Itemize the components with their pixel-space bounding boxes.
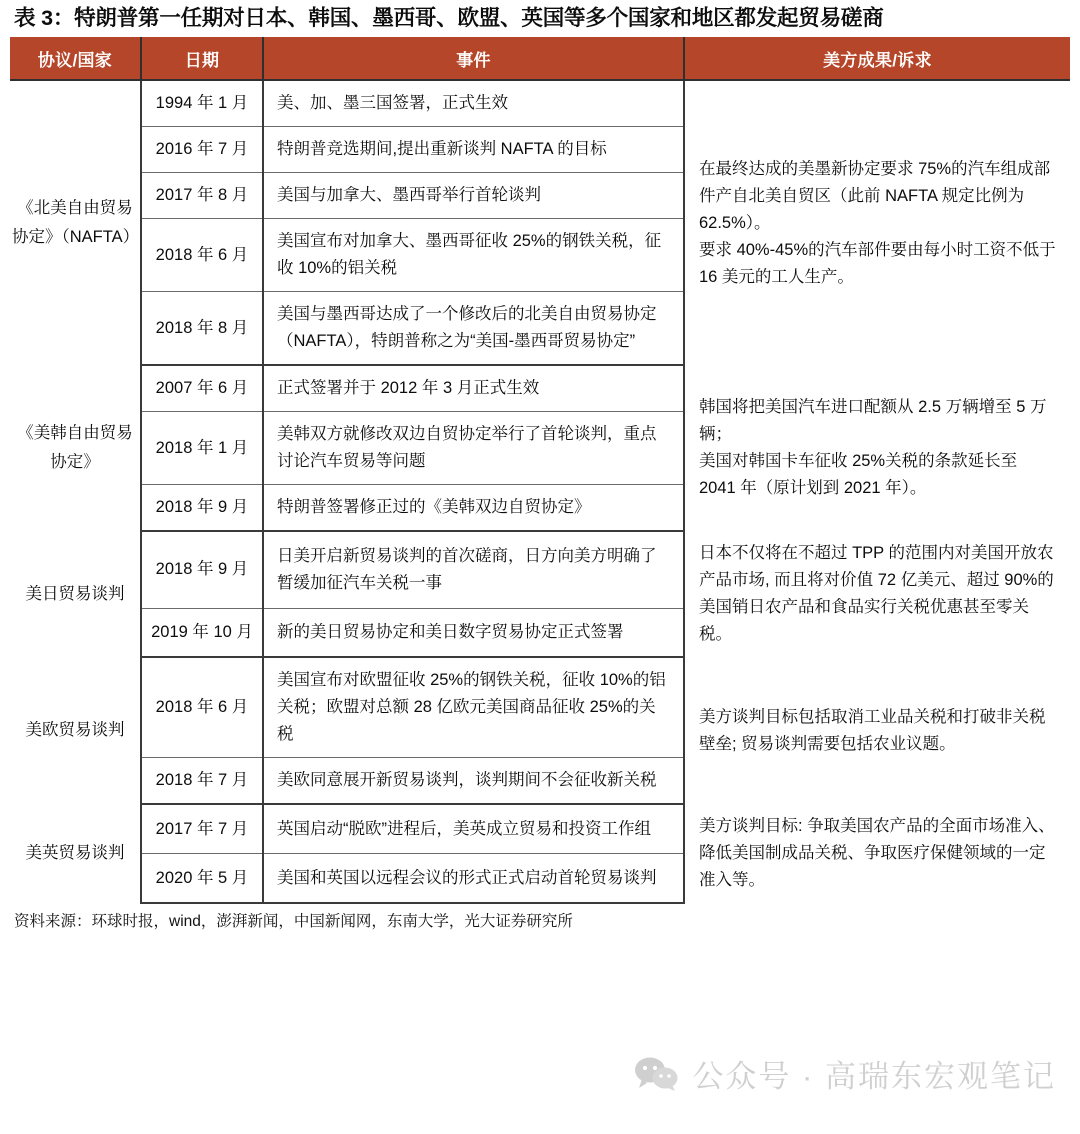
column-header-agreement: 协议/国家 xyxy=(10,37,141,80)
cell-agreement: 美日贸易谈判 xyxy=(10,531,141,657)
cell-date: 1994 年 1 月 xyxy=(141,80,263,127)
cell-agreement: 美英贸易谈判 xyxy=(10,804,141,903)
cell-agreement: 《北美自由贸易协定》（NAFTA） xyxy=(10,80,141,365)
watermark-text: 公众号 · 高瑞东宏观笔记 xyxy=(692,1059,1056,1094)
cell-agreement: 《美韩自由贸易协定》 xyxy=(10,365,141,531)
cell-date: 2018 年 9 月 xyxy=(141,531,263,608)
table-row xyxy=(10,804,1070,854)
table-header-row xyxy=(10,37,1070,80)
table-row xyxy=(10,80,1070,127)
trade-negotiations-table xyxy=(10,37,1070,904)
cell-event: 美国与加拿大、墨西哥举行首轮谈判 xyxy=(263,173,684,219)
cell-event: 美欧同意展开新贸易谈判，谈判期间不会征收新关税 xyxy=(263,758,684,805)
cell-event: 美国与墨西哥达成了一个修改后的北美自由贸易协定（NAFTA），特朗普称之为“美国-墨西哥贸易协定” xyxy=(263,292,684,366)
cell-date: 2016 年 7 月 xyxy=(141,127,263,173)
cell-event: 日美开启新贸易谈判的首次磋商，日方向美方明确了暂缓加征汽车关税一事 xyxy=(263,531,684,608)
table-row xyxy=(10,531,1070,608)
cell-event: 正式签署并于 2012 年 3 月正式生效 xyxy=(263,365,684,412)
column-header-outcome: 美方成果/诉求 xyxy=(684,37,1070,80)
table-row xyxy=(10,657,1070,758)
wechat-icon xyxy=(634,1057,680,1091)
column-header-date: 日期 xyxy=(141,37,263,80)
cell-event: 英国启动“脱欧”进程后，美英成立贸易和投资工作组 xyxy=(263,804,684,854)
cell-outcome: 在最终达成的美墨新协定要求 75%的汽车组成部件产自北美自贸区（此前 NAFTA 规定比例为 62.5%）。 要求 40%-45%的汽车部件要由每小时工资不低于 16 美元的工人生产。 xyxy=(699,159,1056,286)
table-header xyxy=(10,37,1070,80)
cell-event: 美国和英国以远程会议的形式正式启动首轮贸易谈判 xyxy=(263,854,684,904)
source-note: 资料来源：环球时报，wind，澎湃新闻，中国新闻网，东南大学，光大证券研究所 xyxy=(14,913,573,930)
cell-agreement: 美欧贸易谈判 xyxy=(10,657,141,804)
cell-date: 2019 年 10 月 xyxy=(141,608,263,657)
cell-event: 美韩双方就修改双边自贸协定举行了首轮谈判，重点讨论汽车贸易等问题 xyxy=(263,412,684,485)
page-title: 表 3：特朗普第一任期对日本、韩国、墨西哥、欧盟、英国等多个国家和地区都发起贸易磋商 xyxy=(14,6,884,30)
cell-date: 2007 年 6 月 xyxy=(141,365,263,412)
cell-outcome: 日本不仅将在不超过 TPP 的范围内对美国开放农产品市场, 而且将对价值 72 亿美元、超过 90%的美国销日农产品和食品实行关税优惠甚至零关税。 xyxy=(699,544,1054,643)
cell-date: 2018 年 8 月 xyxy=(141,292,263,366)
cell-outcome: 美方谈判目标包括取消工业品关税和打破非关税壁垒; 贸易谈判需要包括农业议题。 xyxy=(699,707,1046,753)
cell-event: 美国宣布对加拿大、墨西哥征收 25%的钢铁关税，征收 10%的铝关税 xyxy=(263,219,684,292)
cell-date: 2018 年 6 月 xyxy=(141,657,263,758)
table-body xyxy=(10,80,1070,903)
cell-date: 2020 年 5 月 xyxy=(141,854,263,904)
cell-event: 新的美日贸易协定和美日数字贸易协定正式签署 xyxy=(263,608,684,657)
cell-date: 2018 年 7 月 xyxy=(141,758,263,805)
cell-date: 2018 年 6 月 xyxy=(141,219,263,292)
cell-date: 2018 年 1 月 xyxy=(141,412,263,485)
cell-event: 美、加、墨三国签署，正式生效 xyxy=(263,80,684,127)
watermark xyxy=(634,1051,1056,1096)
table-row xyxy=(10,365,1070,412)
cell-date: 2017 年 8 月 xyxy=(141,173,263,219)
cell-outcome: 韩国将把美国汽车进口配额从 2.5 万辆增至 5 万辆； 美国对韩国卡车征收 25%关税的条款延长至 2041 年（原计划到 2021 年）。 xyxy=(699,398,1047,497)
cell-outcome: 美方谈判目标: 争取美国农产品的全面市场准入、降低美国制成品关税、争取医疗保健领域的一定准入等。 xyxy=(699,817,1055,889)
cell-date: 2017 年 7 月 xyxy=(141,804,263,854)
cell-event: 美国宣布对欧盟征收 25%的钢铁关税，征收 10%的铝关税；欧盟对总额 28 亿欧元美国商品征收 25%的关税 xyxy=(263,657,684,758)
cell-event: 特朗普签署修正过的《美韩双边自贸协定》 xyxy=(263,485,684,532)
cell-date: 2018 年 9 月 xyxy=(141,485,263,532)
cell-event: 特朗普竞选期间,提出重新谈判 NAFTA 的目标 xyxy=(263,127,684,173)
column-header-event: 事件 xyxy=(263,37,684,80)
